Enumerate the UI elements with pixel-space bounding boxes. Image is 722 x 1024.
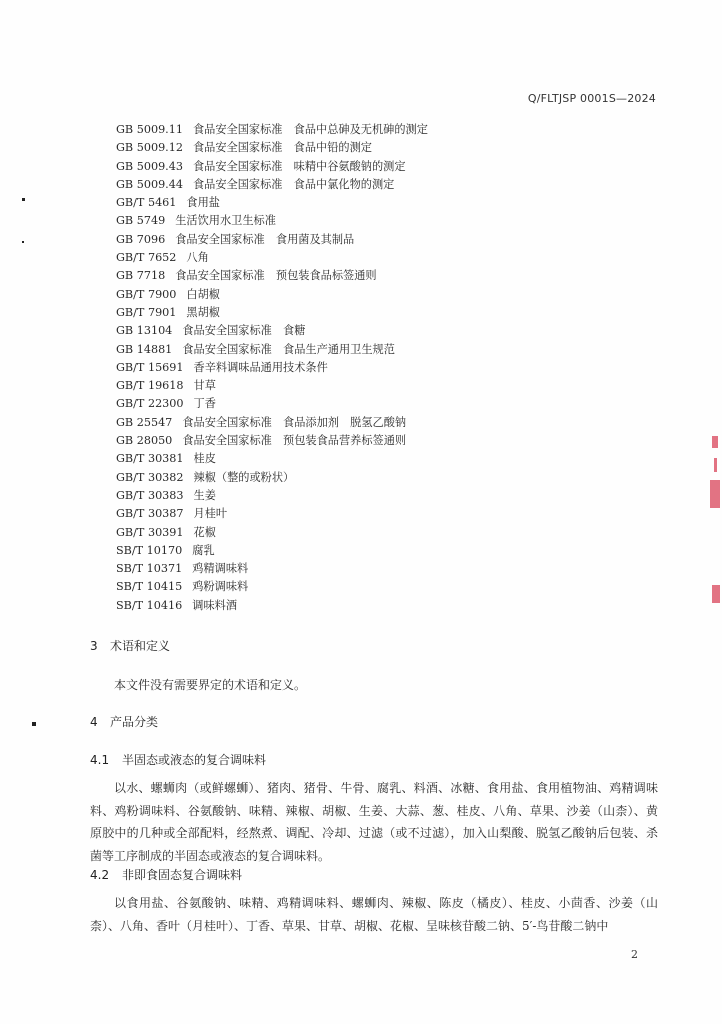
reference-code: GB 13104	[116, 324, 173, 338]
section-3-heading	[90, 637, 170, 654]
stamp-edge-mark	[714, 458, 717, 472]
reference-code: GB 5749	[116, 214, 166, 228]
reference-code: GB/T 30391	[116, 525, 184, 539]
reference-title: 调味料酒	[192, 598, 238, 612]
reference-code: GB 14881	[116, 342, 173, 356]
reference-title: 生活饮用水卫生标准	[175, 214, 276, 228]
reference-item	[116, 359, 676, 377]
reference-title: 食品安全国家标准 食品中总砷及无机砷的测定	[192, 123, 428, 136]
reference-title: 香辛料调味品通用技术条件	[193, 360, 328, 374]
reference-title: 白胡椒	[186, 287, 220, 301]
reference-code: GB 5009.43	[116, 159, 183, 173]
section-number: 3	[90, 639, 98, 653]
reference-code: GB 5009.44	[116, 177, 183, 191]
reference-title: 甘草	[193, 379, 216, 393]
reference-title: 食品安全国家标准 预包装食品营养标签通则	[182, 434, 407, 448]
reference-code: GB/T 30383	[116, 488, 184, 502]
stamp-edge-mark	[712, 436, 718, 448]
reference-item	[116, 542, 676, 560]
reference-code: GB/T 30387	[116, 507, 184, 521]
section-4-heading	[90, 713, 158, 730]
reference-title: 食用盐	[186, 196, 220, 210]
reference-code: GB 28050	[116, 434, 173, 448]
reference-title: 食品安全国家标准 食品生产通用卫生规范	[182, 342, 395, 356]
reference-title: 花椒	[193, 525, 216, 539]
subsection-number: 4.2	[90, 868, 110, 882]
reference-item	[116, 194, 676, 212]
reference-code: GB/T 30381	[116, 452, 184, 466]
reference-code: GB 5009.12	[116, 141, 183, 155]
subsection-title: 非即食固态复合调味料	[122, 868, 243, 882]
reference-title: 月桂叶	[193, 507, 228, 521]
reference-item	[116, 286, 676, 304]
reference-code: GB/T 22300	[116, 397, 184, 411]
reference-code: GB/T 19618	[116, 379, 184, 393]
subsection-number: 4.1	[90, 753, 110, 767]
section-number: 4	[90, 715, 98, 729]
stamp-edge-mark	[712, 585, 720, 603]
reference-title: 黑胡椒	[186, 305, 220, 319]
reference-code: GB/T 15691	[116, 360, 184, 374]
reference-item	[116, 121, 676, 139]
reference-title: 辣椒（整的或粉状）	[193, 470, 295, 484]
section-4-1-heading	[90, 751, 266, 768]
scan-dot-mark	[22, 241, 24, 243]
reference-title: 食品安全国家标准 食用菌及其制品	[175, 232, 355, 246]
section-title: 产品分类	[110, 715, 159, 729]
reference-code: GB/T 7900	[116, 287, 177, 301]
reference-title: 食品安全国家标准 食品中铅的测定	[192, 141, 372, 155]
subsection-title: 半固态或液态的复合调味料	[122, 753, 267, 767]
reference-item	[116, 139, 676, 157]
reference-title: 食品安全国家标准 预包装食品标签通则	[175, 269, 377, 283]
reference-item	[116, 597, 676, 615]
reference-title: 丁香	[193, 397, 216, 411]
reference-code: GB 25547	[116, 415, 173, 429]
reference-item	[116, 395, 676, 413]
reference-title: 鸡粉调味料	[192, 580, 249, 594]
reference-code: GB/T 7652	[116, 251, 177, 265]
reference-code: GB 7718	[116, 269, 166, 283]
reference-item	[116, 176, 676, 194]
scan-dot-mark	[22, 198, 25, 201]
reference-item	[116, 578, 676, 596]
reference-code: SB/T 10415	[116, 580, 183, 594]
reference-title: 食品安全国家标准 食品添加剂 脱氢乙酸钠	[182, 415, 407, 429]
reference-item	[116, 377, 676, 395]
reference-code: GB 7096	[116, 232, 166, 246]
reference-code: SB/T 10371	[116, 562, 183, 576]
reference-code: GB/T 30382	[116, 470, 184, 484]
reference-code: GB 5009.11	[116, 123, 183, 136]
reference-item	[116, 505, 676, 523]
reference-title: 生姜	[193, 488, 216, 502]
stamp-edge-mark	[710, 480, 720, 508]
normative-references-list	[116, 121, 676, 615]
scan-dot-mark	[32, 722, 36, 726]
document-id: Q/FLTJSP 0001S—2024	[527, 92, 656, 105]
reference-title: 桂皮	[193, 452, 216, 466]
section-4-1-text: 以水、螺蛳肉（或鲜螺蛳）、猪肉、猪骨、牛骨、腐乳、料酒、冰糖、食用盐、食用植物油、鸡精调味料、鸡粉调味料、谷氨酸钠、味精、辣椒、胡椒、生姜、大蒜、葱、桂皮、八角、草果、沙姜（山柰）、黄原胶中的几种或全部配料，经熬煮、调配、冷却、过滤（或不过滤），加入山梨酸、脱氢乙酸钠后包装、杀菌等工序制成的半固态或液态的复合调味料。	[90, 781, 658, 863]
reference-item	[116, 158, 676, 176]
section-title: 术语和定义	[110, 639, 171, 653]
reference-item	[116, 341, 676, 359]
reference-item	[116, 212, 676, 230]
section-3-text: 本文件没有需要界定的术语和定义。	[114, 678, 307, 692]
reference-title: 腐乳	[192, 543, 215, 557]
reference-item	[116, 414, 676, 432]
reference-item	[116, 304, 676, 322]
reference-code: GB/T 5461	[116, 196, 177, 210]
reference-title: 鸡精调味料	[192, 562, 249, 576]
reference-item	[116, 267, 676, 285]
reference-item	[116, 249, 676, 267]
reference-item	[116, 432, 676, 450]
reference-item	[116, 322, 676, 340]
section-4-2-text: 以食用盐、谷氨酸钠、味精、鸡精调味料、螺蛳肉、辣椒、陈皮（橘皮）、桂皮、小茴香、沙姜（山柰）、八角、香叶（月桂叶）、丁香、草果、甘草、胡椒、花椒、呈味核苷酸二钠、5′-鸟苷酸二钠中	[90, 896, 658, 933]
reference-item	[116, 524, 676, 542]
reference-item	[116, 450, 676, 468]
reference-title: 食品安全国家标准 食糖	[182, 324, 306, 338]
reference-item	[116, 231, 676, 249]
reference-title: 食品安全国家标准 食品中氯化物的测定	[192, 177, 395, 191]
reference-title: 八角	[186, 251, 209, 265]
reference-item	[116, 469, 676, 487]
reference-code: SB/T 10170	[116, 543, 183, 557]
page-number: 2	[631, 948, 638, 961]
reference-item	[116, 487, 676, 505]
reference-code: SB/T 10416	[116, 598, 183, 612]
section-4-2-heading	[90, 866, 242, 883]
reference-code: GB/T 7901	[116, 305, 177, 319]
reference-item	[116, 560, 676, 578]
reference-title: 食品安全国家标准 味精中谷氨酸钠的测定	[192, 159, 406, 173]
